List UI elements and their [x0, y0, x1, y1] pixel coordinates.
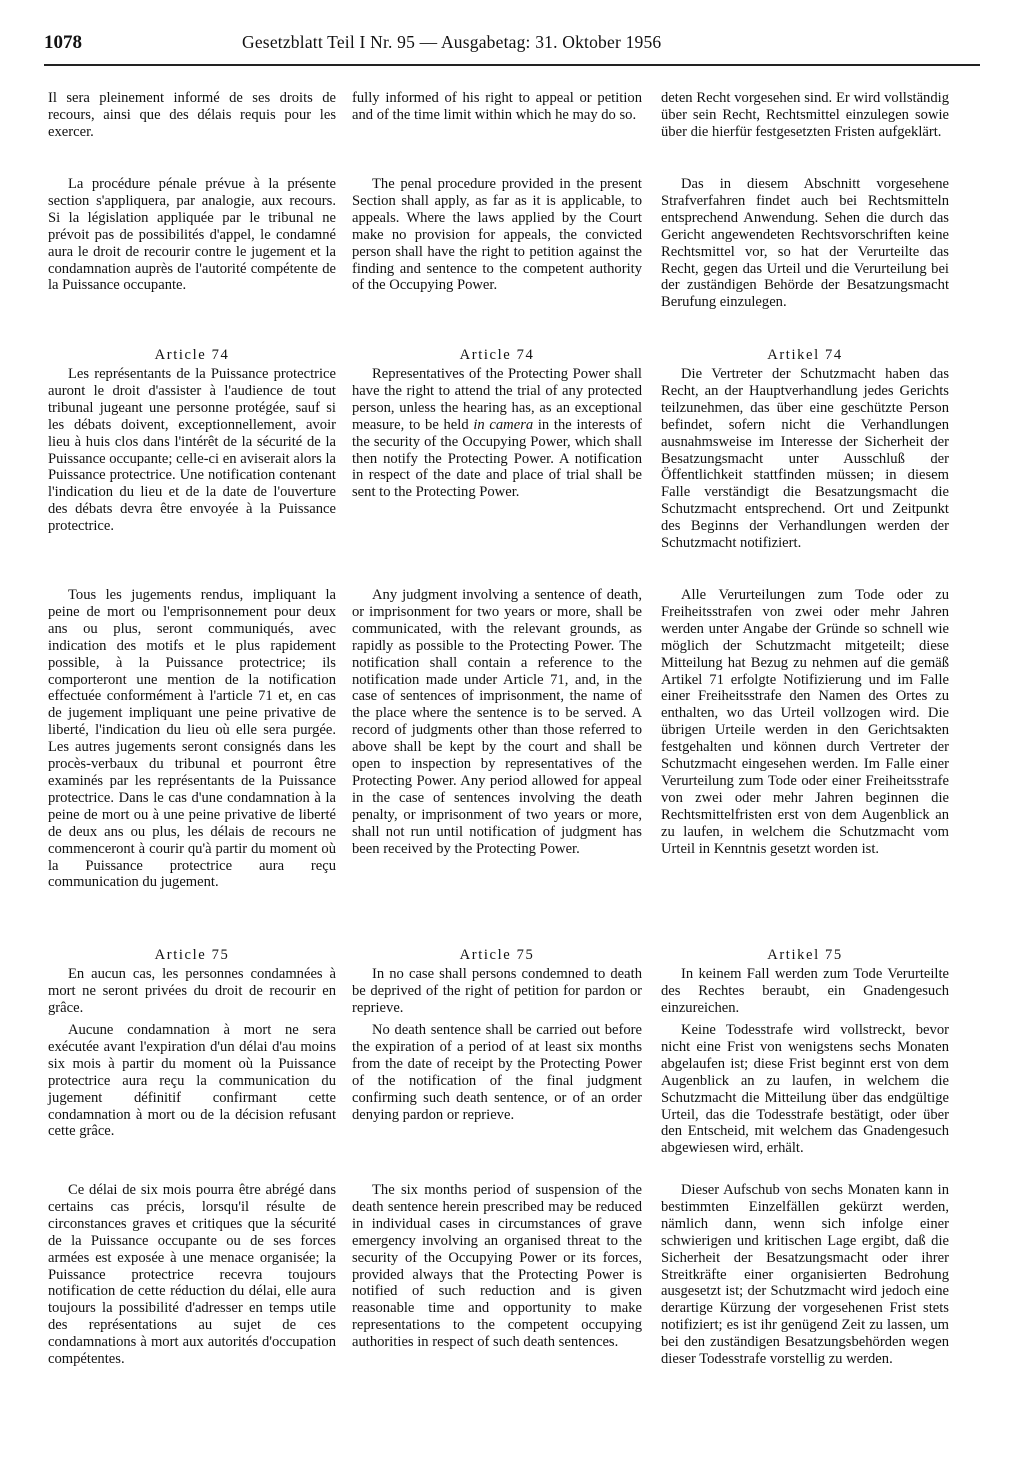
french-article-75-paragraph-3: Ce délai de six mois pourra être abrégé dans certains cas précis, lorsqu'il résulte de circonstances graves et critiques que la sécurité de la Puissance occupante ou de ses forces armées est exposée à une menace organisée; la Puissance protectrice recevra toujours notification de cette réduction du délai, elle aura toujours la possibilité d'adresser en temps utile des représentations au sujet de ces condamnations à mort aux autorités d'occupation compétentes. [48, 1182, 336, 1368]
english-article-74-text-a: Representatives of the Protecting Power shall have the right to attend the trial of any protected person, unless the hearing has, as an exceptional measure, to be held [352, 366, 642, 433]
english-article-74-text-b: in the interests of the security of the Occupying Power, which shall then notify the Protecting Power. A notification in respect of the date and place of trial shall be sent to the Protecting Power. [352, 416, 642, 501]
english-article-75-heading: Article 75 [459, 947, 535, 963]
german-artikel-75-paragraph-2: Keine Todesstrafe wird vollstreckt, bevor nicht eine Frist von wenigstens sechs Monaten abgelaufen ist; diese Frist beginnt erst von dem Augenblick an zu laufen, in welchem die Schutzmacht die Mitteilung über das endgültige Urteil, das die Todesstrafe bestätigt, oder über den Entscheid, mit welchem das Gnadengesuch abgewiesen wird, erhält. [661, 1022, 949, 1157]
gazette-title: Gesetzblatt Teil I Nr. 95 — Ausgabetag: 31. Oktober 1956 [242, 32, 662, 52]
header-rule [44, 64, 980, 66]
page-header [44, 32, 980, 56]
german-artikel-75-heading: Artikel 75 [767, 947, 843, 963]
german-artikel-74-paragraph-2: Alle Verurteilungen zum Tode oder zu Freiheitsstrafen von zwei oder mehr Jahren werden unter Angabe der Gründe so schnell wie möglich der Schutzmacht mitgeteilt; diese Mitteilung hat Bezug zu nehmen auf die gemäß Artikel 71 erfolgte Notifizierung und im Falle einer Freiheitsstrafe den Namen des Ortes zu enthalten, wo das Urteil vollzogen wird. Die übrigen Urteile werden in den Gerichtsakten festgehalten und können durch Vertreter der Schutzmacht eingesehen werden. Im Falle einer Verurteilung zum Tode oder einer Freiheitsstrafe von zwei oder mehr Jahren beginnen die Rechtsmittelfristen erst von dem Augenblick an zu laufen, in welchem die Schutzmacht vom Urteil in Kenntnis gesetzt worden ist. [661, 587, 949, 857]
english-in-camera-italic: in camera [473, 416, 534, 433]
english-article-74-heading: Article 74 [459, 347, 535, 363]
german-paragraph-1: deten Recht vorgesehen sind. Er wird vollständig über sein Recht, Rechtsmittel einzulegen sowie über die hierfür festgesetzten Fristen aufgeklärt. [661, 90, 949, 140]
german-artikel-75-paragraph-1: In keinem Fall werden zum Tode Verurteilte des Rechtes beraubt, ein Gnadengesuch einzureichen. [661, 966, 949, 1016]
french-article-75-heading: Article 75 [154, 947, 230, 963]
english-article-75-paragraph-1: In no case shall persons condemned to death be deprived of the right of petition for pardon or reprieve. [352, 966, 642, 1016]
french-article-74-paragraph-1: Les représentants de la Puissance protectrice auront le droit d'assister à l'audience de tout tribunal jugeant une personne protégée, sauf si les débats doivent, exceptionnellement, avoir lieu à huis clos dans l'intérêt de la sécurité de la Puissance occupante; celle-ci en aviserait alors la Puissance protectrice. Une notification contenant l'indication du lieu et de la date de l'ouverture des débats devra être envoyée à la Puissance protectrice. [48, 366, 336, 535]
english-article-74-paragraph-2: Any judgment involving a sentence of death, or imprisonment for two years or more, shall be communicated, with the relevant grounds, as rapidly as possible to the Protecting Power. The notification shall contain a reference to the notification made under Article 71, and, in the case of sentences of imprisonment, the name of the place where the sentence is to be served. A record of judgments other than those referred to above shall be kept by the court and shall be open to inspection by representatives of the Protecting Power. Any period allowed for appeal in the case of sentences involving the death penalty, or imprisonment of two years or more, shall not run until notification of judgment has been received by the Protecting Power. [352, 587, 642, 857]
french-article-75-paragraph-1: En aucun cas, les personnes condamnées à mort ne seront privées du droit de recourir en grâce. [48, 966, 336, 1016]
page-number: 1078 [44, 32, 82, 53]
german-artikel-74-heading: Artikel 74 [767, 347, 843, 363]
german-paragraph-2: Das in diesem Abschnitt vorgesehene Strafverfahren findet auch bei Rechtsmitteln entsprechend Anwendung. Sehen die durch das Gericht angewendeten Rechtsvorschriften keine Rechtsmittel vor, so hat der Verurteilte das Recht, gegen das Urteil und die Verurteilung bei der zuständigen Behörde der Besatzungsmacht Berufung einzulegen. [661, 176, 949, 311]
french-article-75-paragraph-2: Aucune condamnation à mort ne sera exécutée avant l'expiration d'un délai d'au moins six mois à partir du moment où la Puissance protectrice aura reçu la communication du jugement définitif confirmant cette condamnation à mort ou de la décision refusant cette grâce. [48, 1022, 336, 1140]
french-article-74-paragraph-2: Tous les jugements rendus, impliquant la peine de mort ou l'emprisonnement pour deux ans ou plus, seront communiqués, avec indication des motifs et le plus rapidement possible, à la Puissance protectrice; ils comporteront une mention de la notification effectuée conformément à l'article 71 et, en cas de jugement impliquant une peine privative de liberté, l'indication du lieu où elle sera purgée. Les autres jugements seront consignés dans les procès-verbaux du tribunal et pourront être examinés par les représentants de la Puissance protectrice. Dans le cas d'une condamnation à la peine de mort ou à une peine privative de liberté de deux ans ou plus, les délais de recours ne commenceront à courir qu'à partir du moment où la Puissance protectrice aura reçu communication du jugement. [48, 587, 336, 891]
english-article-75-paragraph-2: No death sentence shall be carried out before the expiration of a period of at least six months from the date of receipt by the Protecting Power of the notification of the final judgment confirming such death sentence, or of an order denying pardon or reprieve. [352, 1022, 642, 1123]
english-paragraph-1: fully informed of his right to appeal or petition and of the time limit within which he may do so. [352, 90, 642, 123]
english-article-74-paragraph-1 [352, 366, 642, 501]
german-artikel-75-paragraph-3: Dieser Aufschub von sechs Monaten kann in bestimmten Einzelfällen gekürzt werden, nämlich dann, wenn sich infolge einer schwierigen und kritischen Lage ergibt, daß die Sicherheit der Besatzungsmacht oder ihrer Streitkräfte einer organisierten Bedrohung ausgesetzt ist; der Schutzmacht wird jedoch eine derartige Kürzung der vorgesehenen Frist stets notifiziert; es ist ihr genügend Zeit zu lassen, um bei den zuständigen Besatzungsbehörden wegen dieser Todesstrafe vorstellig zu werden. [661, 1182, 949, 1368]
german-artikel-74-paragraph-1: Die Vertreter der Schutzmacht haben das Recht, an der Hauptverhandlung jedes Gerichts teilzunehmen, das über eine geschützte Person befindet, sofern nicht die Verhandlungen ausnahmsweise im Interesse der Sicherheit der Besatzungsmacht unter Ausschluß der Öffentlichkeit stattfinden müssen; in diesem Falle verständigt die Besatzungsmacht die Schutzmacht entsprechend. Ort und Zeitpunkt des Beginns der Verhandlungen werden der Schutzmacht notifiziert. [661, 366, 949, 552]
french-paragraph-2: La procédure pénale prévue à la présente section s'appliquera, par analogie, aux recours. Si la législation appliquée par le tribunal ne prévoit pas de possibilités d'appel, le condamné aura le droit de recourir contre le jugement et la condamnation auprès de l'autorité compétente de la Puissance occupante. [48, 176, 336, 294]
french-article-74-heading: Article 74 [154, 347, 230, 363]
english-paragraph-2: The penal procedure provided in the present Section shall apply, as far as it is applicable, to appeals. Where the laws applied by the Court make no provision for appeals, the convicted person shall have the right to petition against the finding and sentence to the competent authority of the Occupying Power. [352, 176, 642, 294]
french-paragraph-1: Il sera pleinement informé de ses droits de recours, ainsi que des délais requis pour les exercer. [48, 90, 336, 140]
english-article-75-paragraph-3: The six months period of suspension of the death sentence herein prescribed may be reduced in individual cases in circumstances of grave emergency involving an organised threat to the security of the Occupying Power or its forces, provided always that the Protecting Power is notified of such reduction and is given reasonable time and opportunity to make representations to the competent occupying authorities in respect of such death sentences. [352, 1182, 642, 1351]
